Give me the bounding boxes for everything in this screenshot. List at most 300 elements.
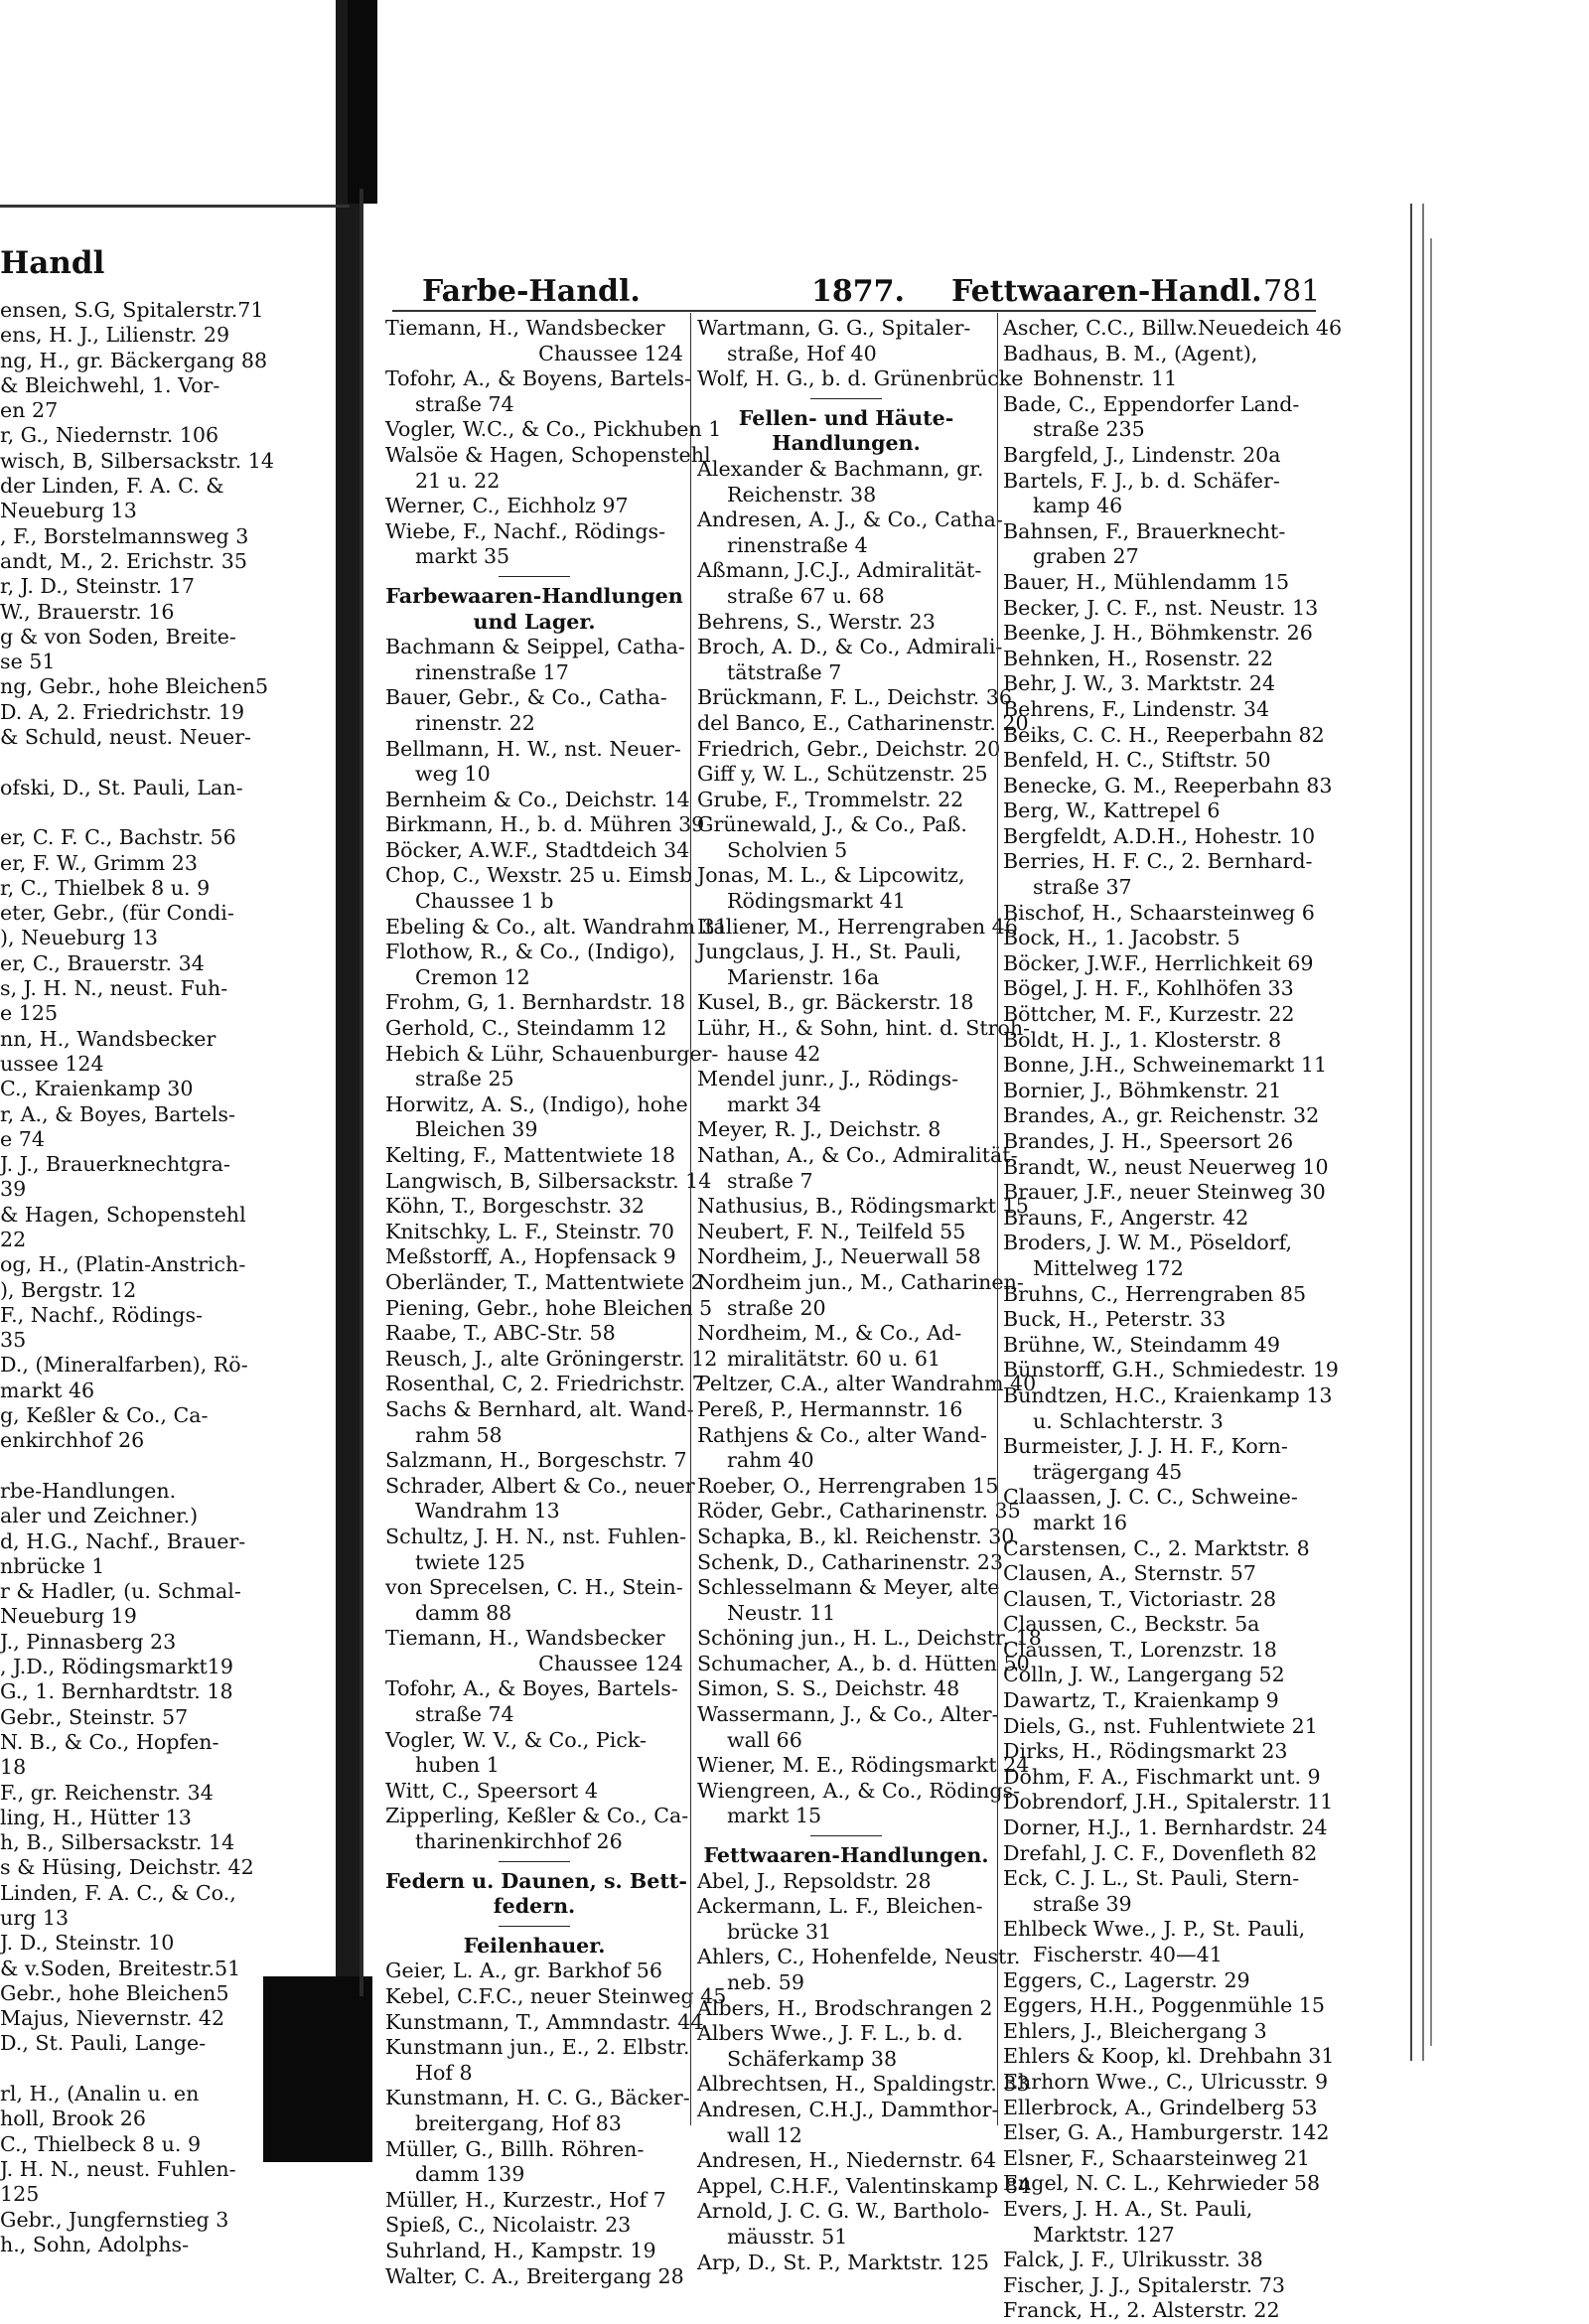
directory-entry: Lühr, H., & Sohn, hint. d. Stroh- [697, 1016, 1031, 1041]
directory-entry: Wiebe, F., Nachf., Rödings- [385, 518, 666, 543]
left-fragment-line: C., Thielbeck 8 u. 9 [0, 2131, 202, 2156]
left-fragment-line: r, C., Thielbek 8 u. 9 [0, 875, 211, 900]
entry-continuation: Bleichen 39 [415, 1117, 538, 1142]
directory-entry: Appel, C.H.F., Valentinskamp 84 [697, 2173, 1032, 2198]
directory-entry: Engel, N. C. L., Kehrwieder 58 [1003, 2171, 1321, 2196]
left-fragment-line: enkirchhof 26 [0, 1428, 145, 1453]
entry-continuation: Reichenstr. 38 [727, 482, 877, 507]
left-fragment-line: J. H. N., neust. Fuhlen- [0, 2156, 236, 2181]
left-fragment-line: r, A., & Boyes, Bartels- [0, 1101, 235, 1126]
left-fragment-line: Linden, F. A. C., & Co., [0, 1880, 236, 1905]
directory-entry: Nathusius, B., Rödingsmarkt 15 [697, 1194, 1029, 1219]
directory-entry: Kunstmann jun., E., 2. Elbstr. [385, 2035, 690, 2060]
directory-entry: Bargfeld, J., Lindenstr. 20a [1003, 442, 1281, 467]
entry-continuation: rinenstr. 22 [415, 710, 535, 735]
directory-entry: Ellerbrock, A., Grindelberg 53 [1003, 2095, 1318, 2119]
directory-entry: Friedrich, Gebr., Deichstr. 20 [697, 736, 1001, 761]
directory-entry: Brandes, J. H., Speersort 26 [1003, 1129, 1294, 1153]
directory-entry: Carstensen, C., 2. Marktstr. 8 [1003, 1535, 1310, 1560]
directory-entry: Bundtzen, H.C., Kraienkamp 13 [1003, 1382, 1333, 1407]
directory-entry: Roeber, O., Herrengraben 15 [697, 1473, 999, 1498]
directory-entry: Gerhold, C., Steindamm 12 [385, 1016, 667, 1041]
directory-entry: Schapka, B., kl. Reichenstr. 30 [697, 1524, 1015, 1548]
left-fragment-line: ng, H., gr. Bäckergang 88 [0, 348, 268, 372]
entry-continuation: tätstraße 7 [727, 659, 842, 684]
directory-entry: Clausen, T., Victoriastr. 28 [1003, 1586, 1277, 1611]
column-divider-2 [997, 313, 998, 2125]
directory-entry: Meyer, R. J., Deichstr. 8 [697, 1117, 941, 1142]
directory-entry: Frohm, G, 1. Bernhardstr. 18 [385, 990, 686, 1015]
directory-entry: von Sprecelsen, C. H., Stein- [385, 1575, 683, 1600]
directory-entry: Arp, D., St. P., Marktstr. 125 [697, 2250, 989, 2274]
directory-entry: Spieß, C., Nicolaistr. 23 [385, 2213, 632, 2238]
directory-entry: Eggers, C., Lagerstr. 29 [1003, 1967, 1250, 1992]
directory-entry: Jungclaus, J. H., St. Pauli, [697, 940, 962, 964]
left-fragment-line [0, 750, 248, 775]
directory-entry: Ackermann, L. F., Bleichen- [697, 1894, 983, 1919]
directory-entry: Reusch, J., alte Gröningerstr. 12 [385, 1346, 718, 1371]
directory-entry: Dohm, F. A., Fischmarkt unt. 9 [1003, 1764, 1321, 1789]
left-fragment-line: 18 [0, 1755, 27, 1780]
directory-entry: Albers Wwe., J. F. L., b. d. [697, 2021, 963, 2046]
directory-entry: Walter, C. A., Breitergang 28 [385, 2263, 684, 2288]
directory-entry: Nordheim jun., M., Catharinen- [697, 1269, 1024, 1294]
left-fragment-line: ), Neueburg 13 [0, 926, 159, 950]
directory-entry: Bonne, J.H., Schweinemarkt 11 [1003, 1053, 1328, 1078]
left-fragment-line: ussee 124 [0, 1051, 104, 1076]
directory-entry: Birkmann, H., b. d. Mühren 39 [385, 812, 705, 837]
left-fragment-line: andt, M., 2. Erichstr. 35 [0, 548, 247, 573]
page-header-year: 1877. [811, 274, 905, 309]
directory-entry: Behrens, F., Lindenstr. 34 [1003, 696, 1270, 721]
left-fragment-line: ens, H. J., Lilienstr. 29 [0, 323, 230, 348]
left-fragment-line: ofski, D., St. Pauli, Lan- [0, 775, 243, 799]
entry-continuation: Chaussee 1 b [415, 889, 554, 914]
entry-continuation: weg 10 [415, 762, 491, 787]
entry-continuation: rahm 58 [415, 1422, 503, 1447]
left-fragment-line: 125 [0, 2182, 40, 2207]
directory-entry: Bornier, J., Böhmkenstr. 21 [1003, 1078, 1282, 1102]
directory-entry: Bischof, H., Schaarsteinweg 6 [1003, 900, 1315, 925]
directory-entry: Behr, J. W., 3. Marktstr. 24 [1003, 671, 1276, 696]
left-fragment-line: 35 [0, 1328, 27, 1353]
left-fragment-line: nn, H., Wandsbecker [0, 1026, 217, 1051]
entry-continuation: kamp 46 [1033, 494, 1123, 518]
entry-continuation: huben 1 [415, 1753, 500, 1778]
directory-entry: Böcker, A.W.F., Stadtdeich 34 [385, 837, 690, 862]
left-fragment-line: g & von Soden, Breite- [0, 624, 236, 649]
directory-entry: Bartels, F. J., b. d. Schäfer- [1003, 468, 1280, 493]
directory-entry: Wiengreen, A., & Co., Rödings- [697, 1778, 1021, 1803]
left-fragment-line: W., Brauerstr. 16 [0, 599, 175, 624]
entry-continuation: straße 7 [727, 1168, 813, 1193]
directory-entry: Ahlers, C., Hohenfelde, Neustr. [697, 1945, 1021, 1969]
directory-entry: Ehlers & Koop, kl. Drehbahn 31 [1003, 2044, 1335, 2069]
left-fragment-line: ensen, S.G, Spitalerstr.71 [0, 298, 264, 322]
directory-entry: Wassermann, J., & Co., Alter- [697, 1702, 999, 1727]
directory-entry: Kusel, B., gr. Bäckerstr. 18 [697, 990, 974, 1015]
left-fragment-line: rl, H., (Analin u. en [0, 2082, 200, 2106]
directory-entry: Rosenthal, C, 2. Friedrichstr. 7 [385, 1372, 705, 1396]
left-fragment-line: e 74 [0, 1126, 45, 1151]
directory-entry: Giff y, W. L., Schützenstr. 25 [697, 762, 988, 787]
left-fragment-line: , F., Borstelmannsweg 3 [0, 523, 249, 548]
left-fragment-line: urg 13 [0, 1906, 70, 1930]
left-fragment-line: J. D., Steinstr. 10 [0, 1931, 175, 1956]
directory-entry: Brauer, J.F., neuer Steinweg 30 [1003, 1180, 1326, 1205]
directory-entry: Brückmann, F. L., Deichstr. 36 [697, 685, 1012, 710]
entry-continuation: Marktstr. 127 [1033, 2222, 1175, 2247]
left-fragment-line: rbe-Handlungen. [0, 1478, 177, 1503]
directory-entry: Broders, J. W. M., Pöseldorf, [1003, 1231, 1293, 1255]
entry-continuation: Cremon 12 [415, 964, 530, 989]
entry-continuation: straße 25 [415, 1067, 514, 1091]
header-rule [392, 310, 1316, 312]
directory-entry: Müller, G., Billh. Röhren- [385, 2136, 645, 2161]
entry-continuation: wall 66 [727, 1727, 802, 1752]
directory-entry: Ehlers, J., Bleichergang 3 [1003, 2018, 1267, 2043]
directory-entry: Raabe, T., ABC-Str. 58 [385, 1321, 616, 1346]
entry-continuation: wall 12 [727, 2122, 802, 2147]
left-fragment-line: wisch, B, Silbersackstr. 14 [0, 448, 274, 473]
directory-entry: Langwisch, B, Silbersackstr. 14 [385, 1168, 712, 1193]
directory-entry: Dawartz, T., Kraienkamp 9 [1003, 1688, 1279, 1713]
directory-entry: Horwitz, A. S., (Indigo), hohe [385, 1091, 688, 1116]
directory-entry: Dobrendorf, J.H., Spitalerstr. 11 [1003, 1790, 1334, 1815]
entry-continuation: straße 74 [415, 1702, 514, 1727]
left-fragment-line: , J.D., Rödingsmarkt19 [0, 1655, 234, 1679]
left-fragment-line: Gebr., Jungfernstieg 3 [0, 2207, 229, 2232]
directory-entry: Elsner, F., Schaarsteinweg 21 [1003, 2145, 1310, 2170]
entry-continuation: straße 67 u. 68 [727, 583, 885, 608]
left-fragment-line: G., 1. Bernhardtstr. 18 [0, 1679, 233, 1704]
directory-entry: Köhn, T., Borgeschstr. 32 [385, 1194, 646, 1219]
directory-entry: Bünstorff, G.H., Schmiedestr. 19 [1003, 1358, 1339, 1382]
directory-entry: Bögel, J. H. F., Kohlhöfen 33 [1003, 976, 1294, 1001]
directory-column-2 [697, 316, 1042, 2275]
page-edge [1410, 204, 1424, 2061]
left-fragment-line: r, G., Niedernstr. 106 [0, 423, 219, 448]
entry-continuation: Mittelweg 172 [1033, 1255, 1184, 1280]
directory-entry: Franck, H., 2. Alsterstr. 22 [1003, 2298, 1280, 2323]
left-fragment-line: 22 [0, 1227, 27, 1251]
directory-entry: Behnken, H., Rosenstr. 22 [1003, 646, 1274, 670]
directory-entry: Müller, H., Kurzestr., Hof 7 [385, 2187, 666, 2212]
entry-continuation: straße 37 [1033, 875, 1132, 900]
entry-continuation: tharinenkirchhof 26 [415, 1829, 623, 1854]
directory-entry: Dirks, H., Rödingsmarkt 23 [1003, 1739, 1288, 1764]
left-fragment-line: & Schuld, neust. Neuer- [0, 725, 252, 750]
left-fragment-line: se 51 [0, 650, 56, 674]
entry-continuation: Chaussee 124 [538, 341, 683, 365]
left-fragment-line: og, H., (Platin-Anstrich- [0, 1252, 246, 1277]
directory-entry: Abel, J., Repsoldstr. 28 [697, 1868, 932, 1893]
directory-entry: Simon, S. S., Deichstr. 48 [697, 1676, 960, 1701]
directory-entry: Benecke, G. M., Reeperbahn 83 [1003, 773, 1333, 798]
left-fragment-line: Gebr., Steinstr. 57 [0, 1704, 189, 1729]
entry-continuation: u. Schlachterstr. 3 [1033, 1408, 1224, 1433]
directory-entry: Schultz, J. H. N., nst. Fuhlen- [385, 1524, 687, 1548]
section-separator [385, 1920, 683, 1934]
directory-entry: Berries, H. F. C., 2. Bernhard- [1003, 849, 1313, 874]
section-heading: Feilenhauer. [463, 1933, 606, 1958]
directory-entry: Wartmann, G. G., Spitaler- [697, 316, 971, 340]
section-heading: Fellen- und Häute- [738, 405, 954, 430]
directory-entry: Becker, J. C. F., nst. Neustr. 13 [1003, 595, 1319, 620]
directory-entry: Broch, A. D., & Co., Admirali- [697, 635, 1003, 659]
directory-entry: Aßmann, J.C.J., Admiralität- [697, 558, 982, 583]
entry-continuation: straße 20 [727, 1295, 826, 1320]
directory-entry: Badhaus, B. M., (Agent), [1003, 341, 1258, 365]
entry-continuation: Rödingsmarkt 41 [727, 889, 906, 914]
directory-entry: Brandt, W., neust Neuerweg 10 [1003, 1154, 1329, 1179]
section-heading: Handlungen. [772, 431, 921, 456]
left-fragment-line: holl, Brook 26 [0, 2106, 146, 2131]
gutter-line [360, 189, 363, 1996]
directory-entry: Berg, W., Kattrepel 6 [1003, 799, 1221, 823]
directory-entry: Drefahl, J. C. F., Dovenfleth 82 [1003, 1840, 1318, 1865]
column-divider-1 [690, 313, 691, 2125]
entry-continuation: Hof 8 [415, 2060, 473, 2085]
directory-entry: Clausen, A., Sternstr. 57 [1003, 1561, 1256, 1586]
entry-continuation: 21 u. 22 [415, 468, 501, 493]
directory-entry: Bade, C., Eppendorfer Land- [1003, 391, 1300, 416]
directory-entry: Rathjens & Co., alter Wand- [697, 1422, 987, 1447]
left-page-top-rule [0, 205, 350, 208]
entry-continuation: markt 35 [415, 544, 510, 569]
left-fragment-line: Neueburg 19 [0, 1604, 137, 1629]
entry-continuation: Wandrahm 13 [415, 1499, 560, 1524]
book-spine-shadow-top [348, 0, 377, 204]
directory-entry: Dorner, H.J., 1. Bernhardstr. 24 [1003, 1816, 1328, 1840]
directory-entry: Eck, C. J. L., St. Pauli, Stern- [1003, 1866, 1300, 1891]
directory-entry: Suhrland, H., Kampstr. 19 [385, 2238, 656, 2262]
left-fragment-line: er, C., Brauerstr. 34 [0, 950, 205, 975]
section-heading: und Lager. [473, 609, 596, 634]
left-fragment-line: ling, H., Hütter 13 [0, 1805, 192, 1829]
directory-column-1 [385, 316, 728, 2289]
left-fragment-line: 39 [0, 1177, 27, 1202]
directory-entry: Bachmann & Seippel, Catha- [385, 635, 685, 659]
left-fragment-line: J. J., Brauerknechtgra- [0, 1152, 230, 1177]
directory-entry: Nordheim, M., & Co., Ad- [697, 1321, 962, 1346]
entry-continuation: Bohnenstr. 11 [1033, 366, 1178, 391]
left-fragment-line: er, F. W., Grimm 23 [0, 850, 198, 875]
directory-entry: Böttcher, M. F., Kurzestr. 22 [1003, 1002, 1295, 1027]
left-fragment-line: F., Nachf., Rödings- [0, 1302, 203, 1327]
directory-entry: Andresen, C.H.J., Dammthor- [697, 2097, 999, 2121]
page-header-left: Farbe-Handl. [422, 274, 641, 309]
entry-continuation: breitergang, Hof 83 [415, 2110, 622, 2135]
directory-entry: Ehrhorn Wwe., C., Ulricusstr. 9 [1003, 2069, 1329, 2094]
directory-entry: Behrens, S., Werstr. 23 [697, 609, 936, 634]
directory-entry: Tofohr, A., & Boyens, Bartels- [385, 366, 691, 391]
directory-entry: Eggers, H.H., Poggenmühle 15 [1003, 1993, 1326, 2018]
directory-entry: Vogler, W. V., & Co., Pick- [385, 1727, 647, 1752]
directory-entry: Piening, Gebr., hohe Bleichen 5 [385, 1295, 713, 1320]
directory-column-3 [1003, 316, 1343, 2324]
directory-entry: Cölln, J. W., Langergang 52 [1003, 1663, 1285, 1687]
directory-entry: Boldt, H. J., 1. Klosterstr. 8 [1003, 1027, 1282, 1052]
directory-entry: Flothow, R., & Co., (Indigo), [385, 940, 676, 964]
directory-entry: Grube, F., Trommelstr. 22 [697, 787, 964, 811]
entry-continuation: straße 39 [1033, 1891, 1132, 1916]
left-fragment-line: r, J. D., Steinstr. 17 [0, 574, 195, 599]
directory-entry: Brandes, A., gr. Reichenstr. 32 [1003, 1103, 1320, 1128]
entry-continuation: markt 16 [1033, 1510, 1128, 1534]
directory-entry: Bruhns, C., Herrengraben 85 [1003, 1281, 1307, 1306]
entry-continuation: Marienstr. 16a [727, 964, 880, 989]
section-heading: Federn u. Daunen, s. Bett- [385, 1868, 687, 1893]
entry-continuation: neb. 59 [727, 1970, 804, 1994]
entry-continuation: twiete 125 [415, 1549, 525, 1574]
left-fragment-line: nbrücke 1 [0, 1553, 105, 1578]
left-fragment-line: D. A, 2. Friedrichstr. 19 [0, 699, 245, 724]
left-fragment-line: h., Sohn, Adolphs- [0, 2232, 190, 2256]
left-fragment-line: & Bleichwehl, 1. Vor- [0, 372, 220, 397]
directory-entry: Andresen, A. J., & Co., Catha- [697, 508, 1003, 532]
directory-entry: Ehlbeck Wwe., J. P., St. Pauli, [1003, 1917, 1306, 1942]
directory-entry: Mendel junr., J., Rödings- [697, 1067, 959, 1091]
entry-continuation: straße, Hof 40 [727, 341, 877, 365]
directory-entry: Diels, G., nst. Fuhlentwiete 21 [1003, 1713, 1318, 1738]
left-fragment-line: F., gr. Reichenstr. 34 [0, 1780, 214, 1805]
directory-entry: del Banco, E., Catharinenstr. 20 [697, 710, 1029, 735]
left-fragment-line [0, 800, 248, 825]
directory-entry: Italiener, M., Herrengraben 46 [697, 914, 1018, 939]
entry-continuation: miralitätstr. 60 u. 61 [727, 1346, 941, 1371]
entry-continuation: rinenstraße 17 [415, 659, 569, 684]
entry-continuation: rahm 40 [727, 1448, 814, 1473]
directory-entry: Kunstmann, T., Ammndastr. 44 [385, 2009, 704, 2034]
left-fragment-line: markt 46 [0, 1378, 95, 1402]
directory-entry: Alexander & Bachmann, gr. [697, 456, 984, 481]
directory-entry: Nordheim, J., Neuerwall 58 [697, 1244, 981, 1269]
directory-entry: Pereß, P., Hermannstr. 16 [697, 1396, 963, 1421]
page-number: 781 [1263, 274, 1321, 309]
directory-entry: Benfeld, H. C., Stiftstr. 50 [1003, 748, 1271, 773]
directory-entry: Bergfeldt, A.D.H., Hohestr. 10 [1003, 823, 1316, 848]
entry-continuation: Schäferkamp 38 [727, 2046, 898, 2071]
directory-entry: Chop, C., Wexstr. 25 u. Eimsb [385, 863, 693, 888]
left-fragment-line: eter, Gebr., (für Condi- [0, 901, 234, 926]
left-fragment-line: C., Kraienkamp 30 [0, 1077, 194, 1101]
left-fragment-line: ng, Gebr., hohe Bleichen5 [0, 674, 269, 699]
directory-entry: Schenk, D., Catharinenstr. 23 [697, 1549, 1004, 1574]
left-page-fragment-column [0, 298, 274, 2257]
directory-entry: Zipperling, Keßler & Co., Ca- [385, 1804, 689, 1828]
entry-continuation: Neustr. 11 [727, 1600, 836, 1625]
directory-entry: Andresen, H., Niedernstr. 64 [697, 2148, 997, 2173]
directory-entry: Geier, L. A., gr. Barkhof 56 [385, 1959, 662, 1983]
section-heading: Fettwaaren-Handlungen. [703, 1843, 989, 1868]
directory-entry: Beenke, J. H., Böhmkenstr. 26 [1003, 621, 1313, 646]
entry-continuation: markt 15 [727, 1804, 822, 1828]
entry-continuation: markt 34 [727, 1091, 822, 1116]
left-fragment-line: N. B., & Co., Hopfen- [0, 1729, 219, 1754]
directory-entry: Neubert, F. N., Teilfeld 55 [697, 1219, 966, 1243]
entry-continuation: damm 88 [415, 1600, 512, 1625]
directory-entry: Evers, J. H. A., St. Pauli, [1003, 2196, 1253, 2221]
directory-entry: Ascher, C.C., Billw.Neuedeich 46 [1003, 316, 1343, 340]
entry-continuation: Scholvien 5 [727, 837, 848, 862]
directory-entry: Schöning jun., H. L., Deichstr. 18 [697, 1626, 1042, 1651]
entry-continuation: hause 42 [727, 1041, 821, 1066]
directory-entry: Hebich & Lühr, Schauenburger- [385, 1041, 719, 1066]
directory-entry: Witt, C., Speersort 4 [385, 1778, 598, 1803]
left-page-heading: Handl [0, 245, 105, 281]
directory-entry: Kelting, F., Mattentwiete 18 [385, 1143, 675, 1167]
left-fragment-line: aler und Zeichner.) [0, 1504, 199, 1528]
entry-continuation: straße 74 [415, 391, 514, 416]
directory-entry: Nathan, A., & Co., Admiralität- [697, 1143, 1018, 1167]
section-separator [697, 392, 995, 406]
directory-entry: Beiks, C. C. H., Reeperbahn 82 [1003, 722, 1325, 747]
entry-continuation: graben 27 [1033, 544, 1139, 569]
directory-entry: Brauns, F., Angerstr. 42 [1003, 1205, 1249, 1230]
directory-entry: Albers, H., Brodschrangen 2 [697, 1995, 993, 2020]
directory-entry: Arnold, J. C. G. W., Bartholo- [697, 2199, 990, 2224]
left-fragment-line: g, Keßler & Co., Ca- [0, 1403, 209, 1428]
left-fragment-line: der Linden, F. A. C. & [0, 474, 224, 499]
section-separator [697, 1829, 995, 1843]
directory-entry: Böcker, J.W.F., Herrlichkeit 69 [1003, 950, 1314, 975]
entry-continuation: straße 235 [1033, 417, 1145, 442]
directory-entry: Bock, H., 1. Jacobstr. 5 [1003, 926, 1240, 950]
directory-entry: Kebel, C.F.C., neuer Steinweg 45 [385, 1984, 727, 2008]
directory-entry: Tofohr, A., & Boyes, Bartels- [385, 1676, 678, 1701]
left-fragment-line: & Hagen, Schopenstehl [0, 1202, 246, 1227]
section-separator [385, 1855, 683, 1869]
directory-entry: Burmeister, J. J. H. F., Korn- [1003, 1434, 1288, 1459]
directory-entry: Bernheim & Co., Deichstr. 14 [385, 787, 690, 811]
directory-entry: Röder, Gebr., Catharinenstr. 35 [697, 1499, 1021, 1524]
page-header-right: Fettwaaren-Handl. [951, 274, 1262, 309]
entry-continuation: mäusstr. 51 [727, 2224, 848, 2249]
directory-entry: Walsöe & Hagen, Schopenstehl [385, 442, 711, 467]
directory-entry: Tiemann, H., Wandsbecker [385, 316, 665, 340]
section-heading: federn. [493, 1894, 576, 1919]
entry-continuation: Chaussee 124 [538, 1651, 683, 1675]
entry-continuation: Fischerstr. 40—41 [1033, 1943, 1223, 1966]
directory-entry: Wiener, M. E., Rödingsmarkt 24 [697, 1753, 1030, 1778]
directory-entry: Claussen, C., Beckstr. 5a [1003, 1612, 1260, 1637]
directory-entry: Falck, J. F., Ulrikusstr. 38 [1003, 2248, 1263, 2272]
directory-entry: Jonas, M. L., & Lipcowitz, [697, 863, 965, 888]
directory-entry: Bauer, Gebr., & Co., Catha- [385, 685, 667, 710]
left-fragment-line: D., St. Pauli, Lange- [0, 2031, 207, 2056]
entry-continuation: brücke 31 [727, 1919, 832, 1944]
directory-entry: Albrechtsen, H., Spaldingstr. 33 [697, 2072, 1030, 2097]
directory-entry: Schlesselmann & Meyer, alte [697, 1575, 1000, 1600]
directory-entry: Buck, H., Peterstr. 33 [1003, 1307, 1227, 1332]
directory-entry: Vogler, W.C., & Co., Pickhuben 1 [385, 417, 722, 442]
left-fragment-line: J., Pinnasberg 23 [0, 1629, 177, 1654]
left-fragment-line: r & Hadler, (u. Schmal- [0, 1579, 241, 1604]
left-fragment-line: en 27 [0, 398, 59, 423]
directory-entry: Meßstorff, A., Hopfensack 9 [385, 1244, 676, 1269]
directory-entry: Tiemann, H., Wandsbecker [385, 1626, 665, 1651]
left-fragment-line: s, J. H. N., neust. Fuh- [0, 976, 228, 1001]
directory-entry: Ebeling & Co., alt. Wandrahm 31 [385, 914, 728, 939]
entry-continuation: damm 139 [415, 2162, 525, 2187]
directory-entry: Bauer, H., Mühlendamm 15 [1003, 569, 1290, 594]
directory-entry: Sachs & Bernhard, alt. Wand- [385, 1396, 694, 1421]
directory-entry: Peltzer, C.A., alter Wandrahm 40 [697, 1372, 1037, 1396]
directory-entry: Bellmann, H. W., nst. Neuer- [385, 736, 681, 761]
left-fragment-line: Gebr., hohe Bleichen5 [0, 1980, 229, 2005]
left-fragment-line [0, 1454, 248, 1479]
